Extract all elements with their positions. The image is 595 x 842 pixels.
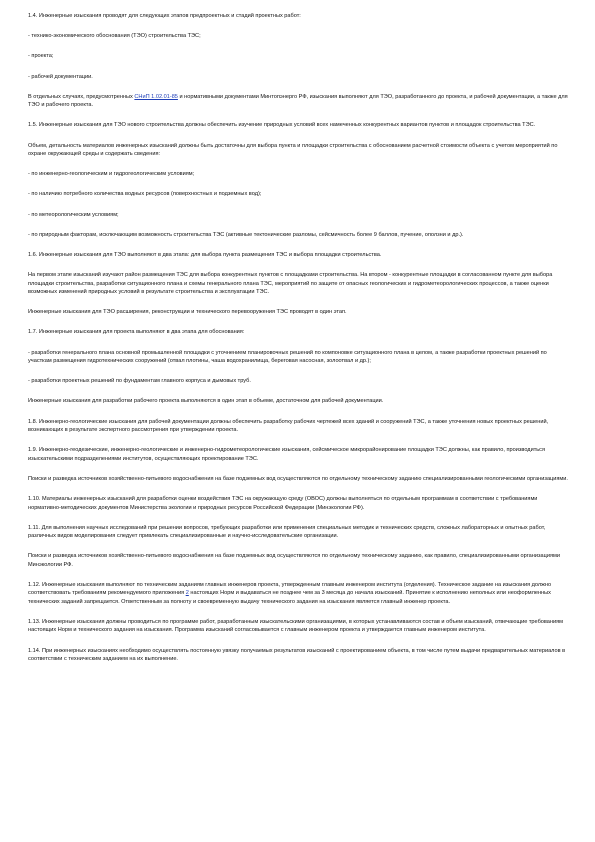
paragraph-p14: Инженерные изыскания для ТЭО расширения, реконструкции и технического перевооружения ТЭС проводят в один этап. xyxy=(28,309,347,316)
paragraph-p23: 1.11. Для выполнения научных исследований при решении вопросов, требующих разработки или применения специальных методик и технических средств, сложных лабораторных и опытных работ, различных видов моделирования следует привлекать специализированные и научно-исследовательские организации. xyxy=(28,524,546,540)
paragraph-p10: - по метеорологическим условиям; xyxy=(28,211,119,218)
document-page xyxy=(28,12,568,675)
paragraph-text: В отдельных случаях, предусмотренных xyxy=(28,93,135,100)
paragraph-p6: 1.5. Инженерные изыскания для ТЭО нового строительства должны обеспечить изучение природных условий всех намеченных конкурентных вариантов пунктов и площадок строительства ТЭС. xyxy=(28,122,536,129)
paragraph-text: настоящих Норм и выдаваться не позднее чем за 3 месяца до начала изысканий. Принятие к исполнению неполных или неоформленных технических заданий запрещается. Ответственным за полноту и своевременную выдачу технического задания на изыскания является главный инженер проекта. xyxy=(28,590,551,605)
paragraph-p5 xyxy=(28,93,568,110)
paragraph-p24: Поиски и разведка источников хозяйственно-питьевого водоснабжения на базе подземных вод осуществляются по отдельному техническому заданию, как правило, специализированными организациями Минэкологии РФ. xyxy=(28,553,560,568)
paragraph-p1: 1.4. Инженерные изыскания проводят для следующих этапов предпроектных и стадий проектных работ: xyxy=(28,13,301,19)
paragraph-p16: - разработки генерального плана основной промышленной площадки с уточнением планировочных решений по компоновке ситуационного плана в целом, а также разработки проектных решений по участкам размещения гидротехнических сооружений (отвал плотины, чаша водохранилища, береговая насосная, золоотвал и др.); xyxy=(28,349,547,365)
paragraph-text: и нормативными документами Минтопэнерго РФ, изыскания выполняют для ТЭО, разработанного до проекта, и рабочей документации, а также для ТЭО и рабочего проекта. xyxy=(28,93,568,109)
paragraph-p26: 1.13. Инженерные изыскания должны проводиться по программе работ, разработанным изыскательскими организациями, в которых устанавливаются состав и объем изысканий, отвечающие требованиям настоящих Норм и технического задания на изыскания. Программа изысканий согласовывается с главным инженером проекта и утверждается главным инженером института. xyxy=(28,618,564,634)
paragraph-p9: - по наличию потребного количества водных ресурсов (поверхностных и подземных вод); xyxy=(28,191,262,198)
paragraph-p7: Объем, детальность материалов инженерных изысканий должны быть достаточны для выбора пункта и площадки строительства с обоснованием расчетной стоимости объекта с учетом мероприятий по охране окружающей среды и содержать сведения: xyxy=(28,142,558,158)
paragraph-p8: - по инженерно-геологическим и гидрогеологическим условиям; xyxy=(28,171,195,178)
paragraph-p19: 1.8. Инженерно-геологические изыскания для рабочей документации должны обеспечить разработку рабочих чертежей всех зданий и сооружений ТЭС, а также уточнения новых проектных решений, возникающих в результате экспертного рассмотрения при утверждении проекта. xyxy=(28,418,549,434)
paragraph-p21: Поиски и разведка источников хозяйственно-питьевого водоснабжения на базе подземных вод осуществляются по отдельному техническому заданию специализированными геологическими организациями. xyxy=(28,475,568,482)
reference-link[interactable]: СНиП 1.02.01-85 xyxy=(134,93,178,100)
paragraph-p15: 1.7. Инженерные изыскания для проекта выполняют в два этапа для обоснования: xyxy=(28,329,245,336)
paragraph-p12: 1.6. Инженерные изыскания для ТЭО выполняют в два этапа: для выбора пункта размещения ТЭС и выбора площадки строительства. xyxy=(28,252,382,259)
paragraph-p4: - рабочей документации. xyxy=(28,73,93,80)
paragraph-p2: - технико-экономического обоснования (ТЭО) строительства ТЭС; xyxy=(28,33,201,40)
paragraph-text: 1.12. Инженерные изыскания выполняют по техническим заданиям главных инженеров проекта, утвержденным главным инженером института (отделения). Техническое задание на изыскания должно соответствовать требованиям рекомендуемого приложения xyxy=(28,581,552,597)
paragraph-p27: 1.14. При инженерных изысканиях необходимо осуществлять постоянную увязку получаемых результатов изысканий с проектированием объекта, в том числе путем выдачи предварительных материалов в соответствии с техническим заданием на их выполнение. xyxy=(28,647,566,662)
paragraph-p18: Инженерные изыскания для разработки рабочего проекта выполняются в один этап в объеме, достаточном для рабочей документации. xyxy=(28,398,384,405)
reference-link[interactable]: 2 xyxy=(185,590,189,597)
paragraph-p22: 1.10. Материалы инженерных изысканий для разработки оценки воздействия ТЭС на окружающую среду (ОВОС) должны выполняться по отдельным программам в соответствии с требованиями нормативно-методических документов Министерства экологии и природных ресурсов Российской Федерации (Минэкологии РФ). xyxy=(28,496,538,511)
paragraph-p20: 1.9. Инженерно-геодезические, инженерно-геологические и инженерно-гидрометеорологические изыскания, сейсмическое микрорайонирование площадки ТЭС должны, как правило, производиться изыскательскими подразделениями институтов, осуществляющих проектирование ТЭС. xyxy=(28,447,545,462)
paragraph-p3: - проекта; xyxy=(28,53,54,60)
paragraph-p13: На первом этапе изысканий изучают район размещения ТЭС для выбора конкурентных пунктов с площадками строительства. На втором - конкурентные площадки в согласованном пункте для выбора площадки строительства, разработки ситуационного плана и схемы генерального плана ТЭС, мероприятий по защите от опасных геологических и гидрометеорологических процессов, а также оценки возможных изменений природных условий в результате строительства и эксплуатации ТЭС. xyxy=(28,272,553,296)
paragraph-p11: - по природным факторам, исключающим возможность строительства ТЭС (активные тектонические разломы, сейсмичность более 9 баллов, пучение, оползни и др.). xyxy=(28,231,464,238)
paragraph-p25 xyxy=(28,581,568,606)
paragraph-p17: - разработки проектных решений по фундаментам главного корпуса и дымовых труб. xyxy=(28,378,251,385)
